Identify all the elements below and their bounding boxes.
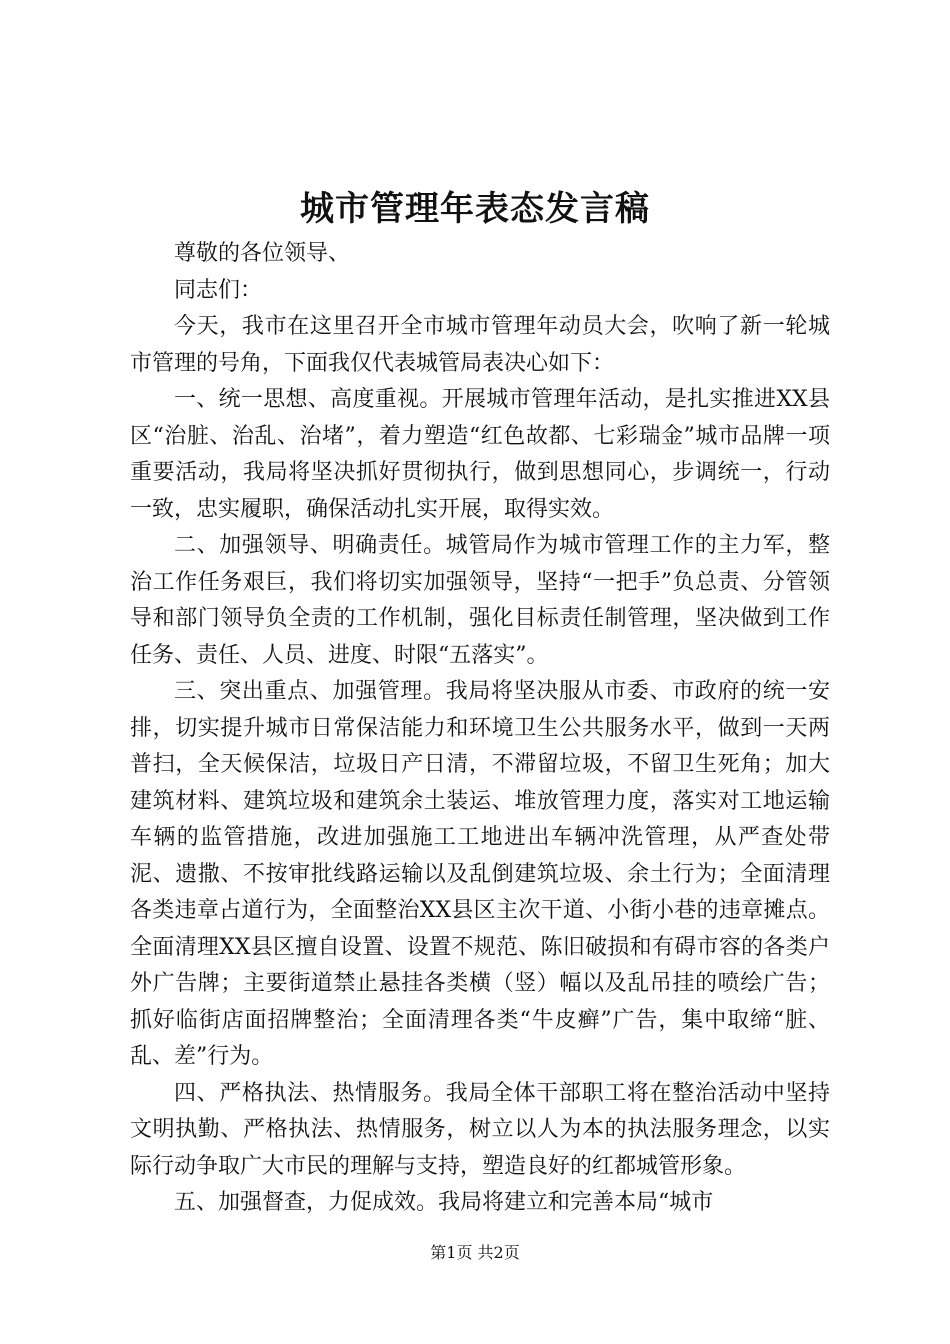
- section-paragraph-1: 一、统一思想、高度重视。开展城市管理年活动，是扎实推进XX县区“治脏、治乱、治堵”，着力塑造“红色故都、七彩瑞金”城市品牌一项重要活动，我局将坚决抓好贯彻执行，做到思想同心，步调统一，行动一致，忠实履职，确保活动扎实开展，取得实效。: [130, 387, 830, 522]
- section-paragraph-5: 五、加强督查，力促成效。我局将建立和完善本局“城市: [174, 1190, 714, 1215]
- section-paragraph-4: 四、严格执法、热情服务。我局全体干部职工将在整治活动中坚持文明执勤、严格执法、热情服务，树立以人为本的执法服务理念，以实际行动争取广大市民的理解与支持，塑造良好的红都城管形象。: [130, 1080, 830, 1179]
- section-paragraph-3: 三、突出重点、加强管理。我局将坚决服从市委、市政府的统一安排，切实提升城市日常保洁能力和环境卫生公共服务水平，做到一天两普扫，全天候保洁，垃圾日产日清，不滞留垃圾，不留卫生死角；加大建筑材料、建筑垃圾和建筑余土装运、堆放管理力度，落实对工地运输车辆的监管措施，改进加强施工工地进出车辆冲洗管理，从严查处带泥、遗撒、不按审批线路运输以及乱倒建筑垃圾、余土行为；全面清理各类违章占道行为，全面整治XX县区主次干道、小街小巷的违章摊点。全面清理XX县区擅自设置、设置不规范、陈旧破损和有碍市容的各类户外广告牌；主要街道禁止悬挂各类横（竖）幅以及乱吊挂的喷绘广告；抓好临街店面招牌整治；全面清理各类“牛皮癣”广告，集中取缔“脏、乱、差”行为。: [130, 679, 830, 1069]
- intro-paragraph: 今天，我市在这里召开全市城市管理年动员大会，吹响了新一轮城市管理的号角，下面我仅代表城管局表决心如下：: [130, 314, 830, 376]
- document-title: 城市管理年表态发言稿: [300, 189, 650, 229]
- document-body: [130, 236, 830, 1222]
- page-number-footer: 第1页 共2页: [430, 1243, 520, 1262]
- salutation-line-1: 尊敬的各位领导、: [174, 241, 351, 266]
- salutation-line-2: 同志们：: [174, 277, 263, 303]
- section-paragraph-2: 二、加强领导、明确责任。城管局作为城市管理工作的主力军，整治工作任务艰巨，我们将切实加强领导，坚持“一把手”负总责、分管领导和部门领导负全责的工作机制，强化目标责任制管理，坚决做到工作任务、责任、人员、进度、时限“五落实”。: [130, 533, 830, 668]
